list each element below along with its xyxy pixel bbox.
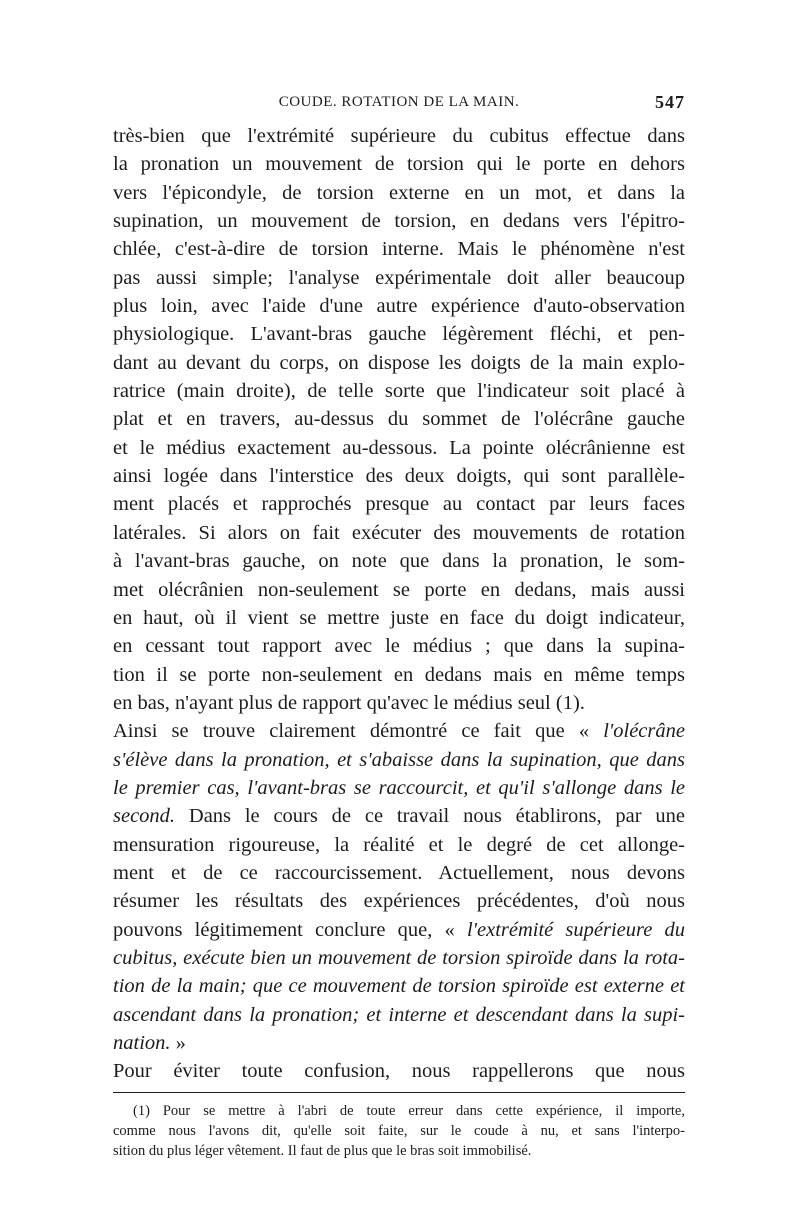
italic-text: nation. <box>113 1032 171 1054</box>
text-line <box>113 802 685 830</box>
text-line <box>113 632 685 660</box>
line-text: plus loin, avec l'aide d'une autre expérience d'auto-observation <box>113 295 685 318</box>
italic-text: ascendant dans la pronation; et interne et descendant dans la supi- <box>113 1003 685 1026</box>
text-line <box>113 264 685 292</box>
text-line <box>113 717 685 745</box>
text-line <box>113 746 685 774</box>
text-line <box>113 519 685 547</box>
body-text <box>113 122 685 1086</box>
line-text: ment et de ce raccourcissement. Actuellement, nous devons <box>113 861 685 884</box>
book-page <box>113 92 685 1161</box>
text-line <box>113 235 685 263</box>
text-line <box>113 604 685 632</box>
text-line <box>113 434 685 462</box>
text-line <box>113 405 685 433</box>
line-text: met olécrânien non-seulement se porte en dedans, mais aussi <box>113 578 685 601</box>
line-text: pouvons légitimement conclure que, « <box>113 918 467 941</box>
footnote-line: sition du plus léger vêtement. Il faut de plus que le bras soit immobilisé. <box>113 1142 532 1159</box>
line-text: en cessant tout rapport avec le médius ; que dans la supina- <box>113 635 685 658</box>
line-text: très-bien que l'extrémité supérieure du cubitus effectue dans <box>113 125 685 147</box>
chapter-title: COUDE. ROTATION DE LA MAIN. <box>278 94 520 110</box>
text-line <box>113 349 685 377</box>
line-text: à l'avant-bras gauche, on note que dans la pronation, le som- <box>113 550 685 573</box>
italic-text: second. <box>113 805 176 828</box>
line-text: la pronation un mouvement de torsion qui le porte en dehors <box>113 153 685 176</box>
line-text: vers l'épicondyle, de torsion externe en un mot, et dans la <box>113 181 685 204</box>
line-text: ment placés et rapprochés presque au contact par leurs faces <box>113 493 685 516</box>
footnote-rule <box>113 1092 685 1093</box>
footnote-line: (1) Pour se mettre à l'abri de toute erreur dans cette expérience, il importe, <box>133 1102 685 1119</box>
text-line <box>113 887 685 915</box>
line-text: pas aussi simple; l'analyse expérimentale doit aller beaucoup <box>113 266 685 289</box>
text-line <box>113 462 685 490</box>
line-text: résumer les résultats des expériences précédentes, d'où nous <box>113 890 685 913</box>
line-text: ainsi logée dans l'interstice des deux doigts, qui sont parallèle- <box>113 465 685 488</box>
italic-text: l'olécrâne <box>603 720 685 743</box>
text-line <box>113 320 685 348</box>
footnote-line: comme nous l'avons dit, qu'elle soit faite, sur le coude à nu, et sans l'interpo- <box>113 1122 685 1139</box>
line-text: latérales. Si alors on fait exécuter des mouvements de rotation <box>113 521 685 544</box>
text-line <box>113 122 685 150</box>
text-line <box>113 661 685 689</box>
line-text: et le médius exactement au-dessous. La pointe olécrânienne est <box>113 436 685 459</box>
text-line <box>113 944 685 972</box>
line-text: en bas, n'ayant plus de rapport qu'avec le médius seul (1). <box>113 691 585 714</box>
line-text: chlée, c'est-à-dire de torsion interne. Mais le phénomène n'est <box>113 238 685 261</box>
text-line <box>113 859 685 887</box>
italic-text: l'extrémité supérieure du <box>466 918 685 941</box>
text-line <box>113 490 685 518</box>
text-line <box>113 972 685 1000</box>
text-line <box>113 1057 685 1085</box>
running-head <box>113 92 685 120</box>
text-line <box>113 179 685 207</box>
page-number: 547 <box>655 92 685 112</box>
text-line <box>113 774 685 802</box>
line-text: Pour éviter toute confusion, nous rappellerons que nous <box>113 1060 685 1083</box>
line-text: plat et en travers, au-dessus du sommet de l'olécrâne gauche <box>113 408 685 431</box>
footnote <box>113 1101 685 1161</box>
italic-text: tion de la main; que ce mouvement de torsion spiroïde est externe et <box>113 975 685 998</box>
line-text: Dans le cours de ce travail nous établirons, par une <box>175 805 685 828</box>
text-line <box>113 377 685 405</box>
line-text: Ainsi se trouve clairement démontré ce fait que « <box>113 720 604 743</box>
line-text: ratrice (main droite), de telle sorte que l'indicateur soit placé à <box>113 380 685 403</box>
italic-text: cubitus, exécute bien un mouvement de torsion spiroïde dans la rota- <box>113 946 685 969</box>
text-line <box>113 1029 685 1057</box>
line-text: physiologique. L'avant-bras gauche légèrement fléchi, et pen- <box>113 323 685 346</box>
line-text: supination, un mouvement de torsion, en dedans vers l'épitro- <box>113 210 685 233</box>
text-line <box>113 689 685 717</box>
text-line <box>113 1001 685 1029</box>
text-line <box>113 547 685 575</box>
text-line <box>113 207 685 235</box>
line-text: tion il se porte non-seulement en dedans mais en même temps <box>113 663 685 686</box>
line-text: dant au devant du corps, on dispose les doigts de la main explo- <box>113 351 685 374</box>
text-line <box>113 292 685 320</box>
line-text: mensuration rigoureuse, la réalité et le degré de cet allonge- <box>113 833 685 856</box>
text-line <box>113 576 685 604</box>
text-line <box>113 916 685 944</box>
line-text: en haut, où il vient se mettre juste en face du doigt indicateur, <box>113 606 685 629</box>
text-line <box>113 831 685 859</box>
italic-text: le premier cas, l'avant-bras se raccourcit, et qu'il s'allonge dans le <box>113 776 685 799</box>
text-line <box>113 150 685 178</box>
line-text: » <box>170 1032 186 1054</box>
italic-text: s'élève dans la pronation, et s'abaisse dans la supination, que dans <box>113 748 685 771</box>
